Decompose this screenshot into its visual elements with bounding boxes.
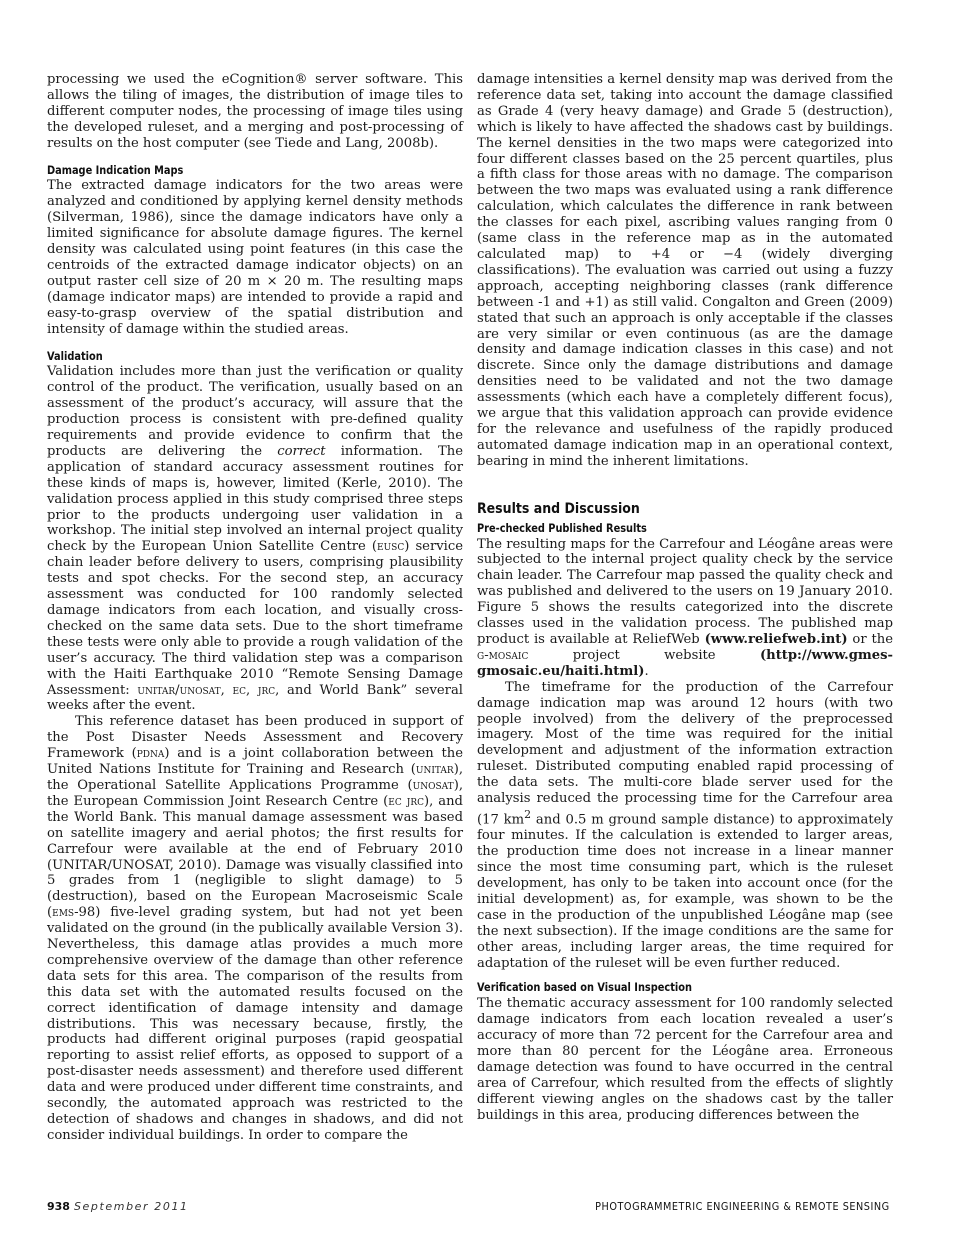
text-run: ), and the World Bank. This manual damage assessment was based on satellite imagery and aerial photos; the first results for Carrefour were available at the end of February 2010 (UNITAR/UNOSAT, 2010). Damage was visually classified into 5 grades from 1 (negligible to slight damage) to 5 (destruction), based on the European Macroseismic Scale ( [47,793,463,921]
abbr-unitar: unitar [415,762,454,778]
text-run: The resulting maps for the Carrefour and Léogâne areas were subjected to the internal project quality check by the service chain leader. The Carrefour map passed the quality check and was published and delivered to the users on 19 January 2010. Figure 5 shows the results categorized into the discrete classes used in the validation process. The published map product is available at ReliefWeb [477,536,893,647]
verification-paragraph: The thematic accuracy assessment for 100 randomly selected damage indicators from each location revealed a user’s accuracy of more than 72 percent for the Carrefour area and more than 80 percent for the Léogâne area. Erroneous damage detection was found to have occurred in the central area of Carrefour, which resulted from the effects of slightly different viewing angles on the shadows cast by the taller buildings in this area, producing differences between the [477,996,893,1123]
text-run: . [644,663,649,679]
text-run: ) service chain leader before delivery to users, comprising plausibility tests and spot checks. For the second step, an accuracy assessment was conducted for 100 randomly selected damage indicators from each location, and visually cross-checked on the same data sets. Due to the short timeframe these tests were only able to provide a rough validation of the user’s accuracy. The third validation step was a comparison with the Haiti Earthquake 2010 “Remote Sensing Damage Assessment: [47,539,464,698]
intro-paragraph: processing we used the eCognition® server software. This allows the tiling of images, the distribution of image tiles to different computer nodes, the processing of image tiles using the developed ruleset, and a merging and post-processing of results on the host computer (see Tiede and Lang, 2008b). [47,72,463,151]
prechecked-results-heading: Pre-checked Published Results [477,520,647,535]
text-run: The timeframe for the production of the Carrefour damage indication map was around 12 hours (with two people involved) from the delivery of the preprocessed imagery. Most of the time was required for the initial development and adjustment of the information extraction ruleset. Distributed computing enabled rapid processing of the data sets. The multi-core blade server used for the analysis reduced the processing time for the Carrefour area (17 km [477,679,893,828]
damage-indication-maps-heading: Damage Indication Maps [47,162,184,177]
timeframe-paragraph [477,680,893,972]
abbr-ec-jrc: ec jrc [388,793,424,809]
left-column [47,72,463,1144]
abbr-ems: ems-98 [52,905,96,921]
text-run: project website [572,647,716,663]
gmosaic-link[interactable]: (http://www.gmes-gmosaic.eu/haiti.html) [477,647,893,679]
right-column [477,72,893,1124]
issue-date: September 2011 [73,1200,189,1213]
continued-paragraph: damage intensities a kernel density map was derived from the reference data set, taking into account the damage classified as Grade 4 (very heavy damage) and Grade 5 (destruction), which is likely to have affected the shadows cast by buildings. The kernel densities in the two maps were categorized into four different classes based on the 25 percent quartiles, plus a fifth class for those areas with no damage. The comparison between the two maps was evaluated using a rank difference calculation, which calculates the difference in rank between the classes for each pixel, ascribing values ranging from 0 (same class in the reference map as in the automated calculated map) to +4 or −4 (widely diverging classifications). The evaluation was carried out using a fuzzy approach, accepting neighboring classes (rank difference between -1 and +1) as still valid. Congalton and Green (2009) stated that such an approach is only acceptable if the classes are very similar or even continuous (as are the damage density and damage indication classes in this case) and not discrete. Since only the damage distributions and damage densities need to be validated and not the two damage assessments (which each have a completely different focus), we argue that this validation approach can provide evidence for the relevance and usefulness of the rapidly produced automated damage indication map in an operational context, bearing in mind the inherent limitations. [477,72,893,469]
reference-dataset-paragraph [47,714,463,1143]
validation-paragraph [47,364,463,714]
emphasis-correct: correct [277,443,326,459]
validation-heading: Validation [47,348,103,363]
prechecked-paragraph [477,537,893,680]
reliefweb-link[interactable]: (www.reliefweb.int) [704,632,848,647]
footer-left [47,1200,189,1213]
text-run: ) and is a joint collaboration between the United Nations Institute for Training and Research ( [47,746,463,778]
text-run: This reference dataset has been produced in support of the Post Disaster Needs Assessment and Recovery Framework ( [47,714,463,762]
superscript: 2 [524,807,532,821]
abbr-eusc: eusc [377,539,405,555]
text-run: or the [852,632,893,647]
abbr-pdna: pdna [136,746,165,762]
text-run: ), the Operational Satellite Applications Programme ( [47,762,463,793]
damage-maps-paragraph: The extracted damage indicators for the two areas were analyzed and conditioned by applying kernel density methods (Silverman, 1986), since the damage indicators have only a limited significance for absolute damage figures. The kernel density was calculated using point features (in this case the centroids of the extracted damage indicator objects) on an output raster cell size of 20 m × 20 m. The resulting maps (damage indicator maps) are intended to provide a rapid and easy-to-grasp overview of the spatial distribution and intensity of damage within the studied areas. [47,178,463,337]
text-run: ), the European Commission Joint Research Centre ( [47,777,463,809]
text-run: Validation includes more than just the verification or quality control of the product. The verification, usually based on an assessment of the product’s accuracy, will assure that the production process is consistent with pre-defined quality requirements and provide evidence to confirm that the products are delivering the [47,364,463,459]
text-run: ) five-level grading system, but had not yet been validated on the ground (in the publically available Version 3). Nevertheless, this damage atlas provides a much more comprehensive overview of the damage than other reference data sets for this area. The comparison of the results from this data set with the automated results focused on the correct identification of damage intensity and damage distributions. This was necessary because, firstly, the products had different original purposes (rapid geospatial reporting to assist relief efforts, as opposed to support of a post-disaster needs assessment) and therefore used different data and were produced under different time constraints, and secondly, the automated approach was restricted to the detection of shadows and changes in shadows, and did not consider individual buildings. In order to compare the [47,905,463,1143]
results-discussion-heading: Results and Discussion [477,499,640,517]
abbr-orgs: unitar/unosat, ec, jrc, [137,682,280,698]
journal-name: PHOTOGRAMMETRIC ENGINEERING & REMOTE SENSING [595,1200,890,1213]
abbr-gmosaic: g-mosaic [477,647,529,663]
abbr-unosat: unosat [412,777,454,793]
text-run: and World Bank” several weeks after the event. [47,682,463,714]
page-number: 938 [47,1200,70,1213]
verification-heading: Verification based on Visual Inspection [477,980,692,995]
text-run: information. The application of standard accuracy assessment routines for these kinds of maps is, however, limited (Kerle, 2010). The validation process applied in this study comprised three steps prior to the products undergoing user validation in a workshop. The initial step involved an internal project quality check by the European Union Satellite Centre ( [47,443,463,555]
text-run: and 0.5 m ground sample distance) to approximately four minutes. If the calculation is extended to larger areas, the production time does not increase in a linear manner since the most time consuming part, which is the ruleset development, has only to be taken into account once (for the initial development) as, for example, was shown to be the case in the production of the unpublished Léogâne map (see the next subsection). If the image conditions are the same for other areas, including larger areas, the time required for adaptation of the ruleset will be even further reduced. [477,812,894,971]
